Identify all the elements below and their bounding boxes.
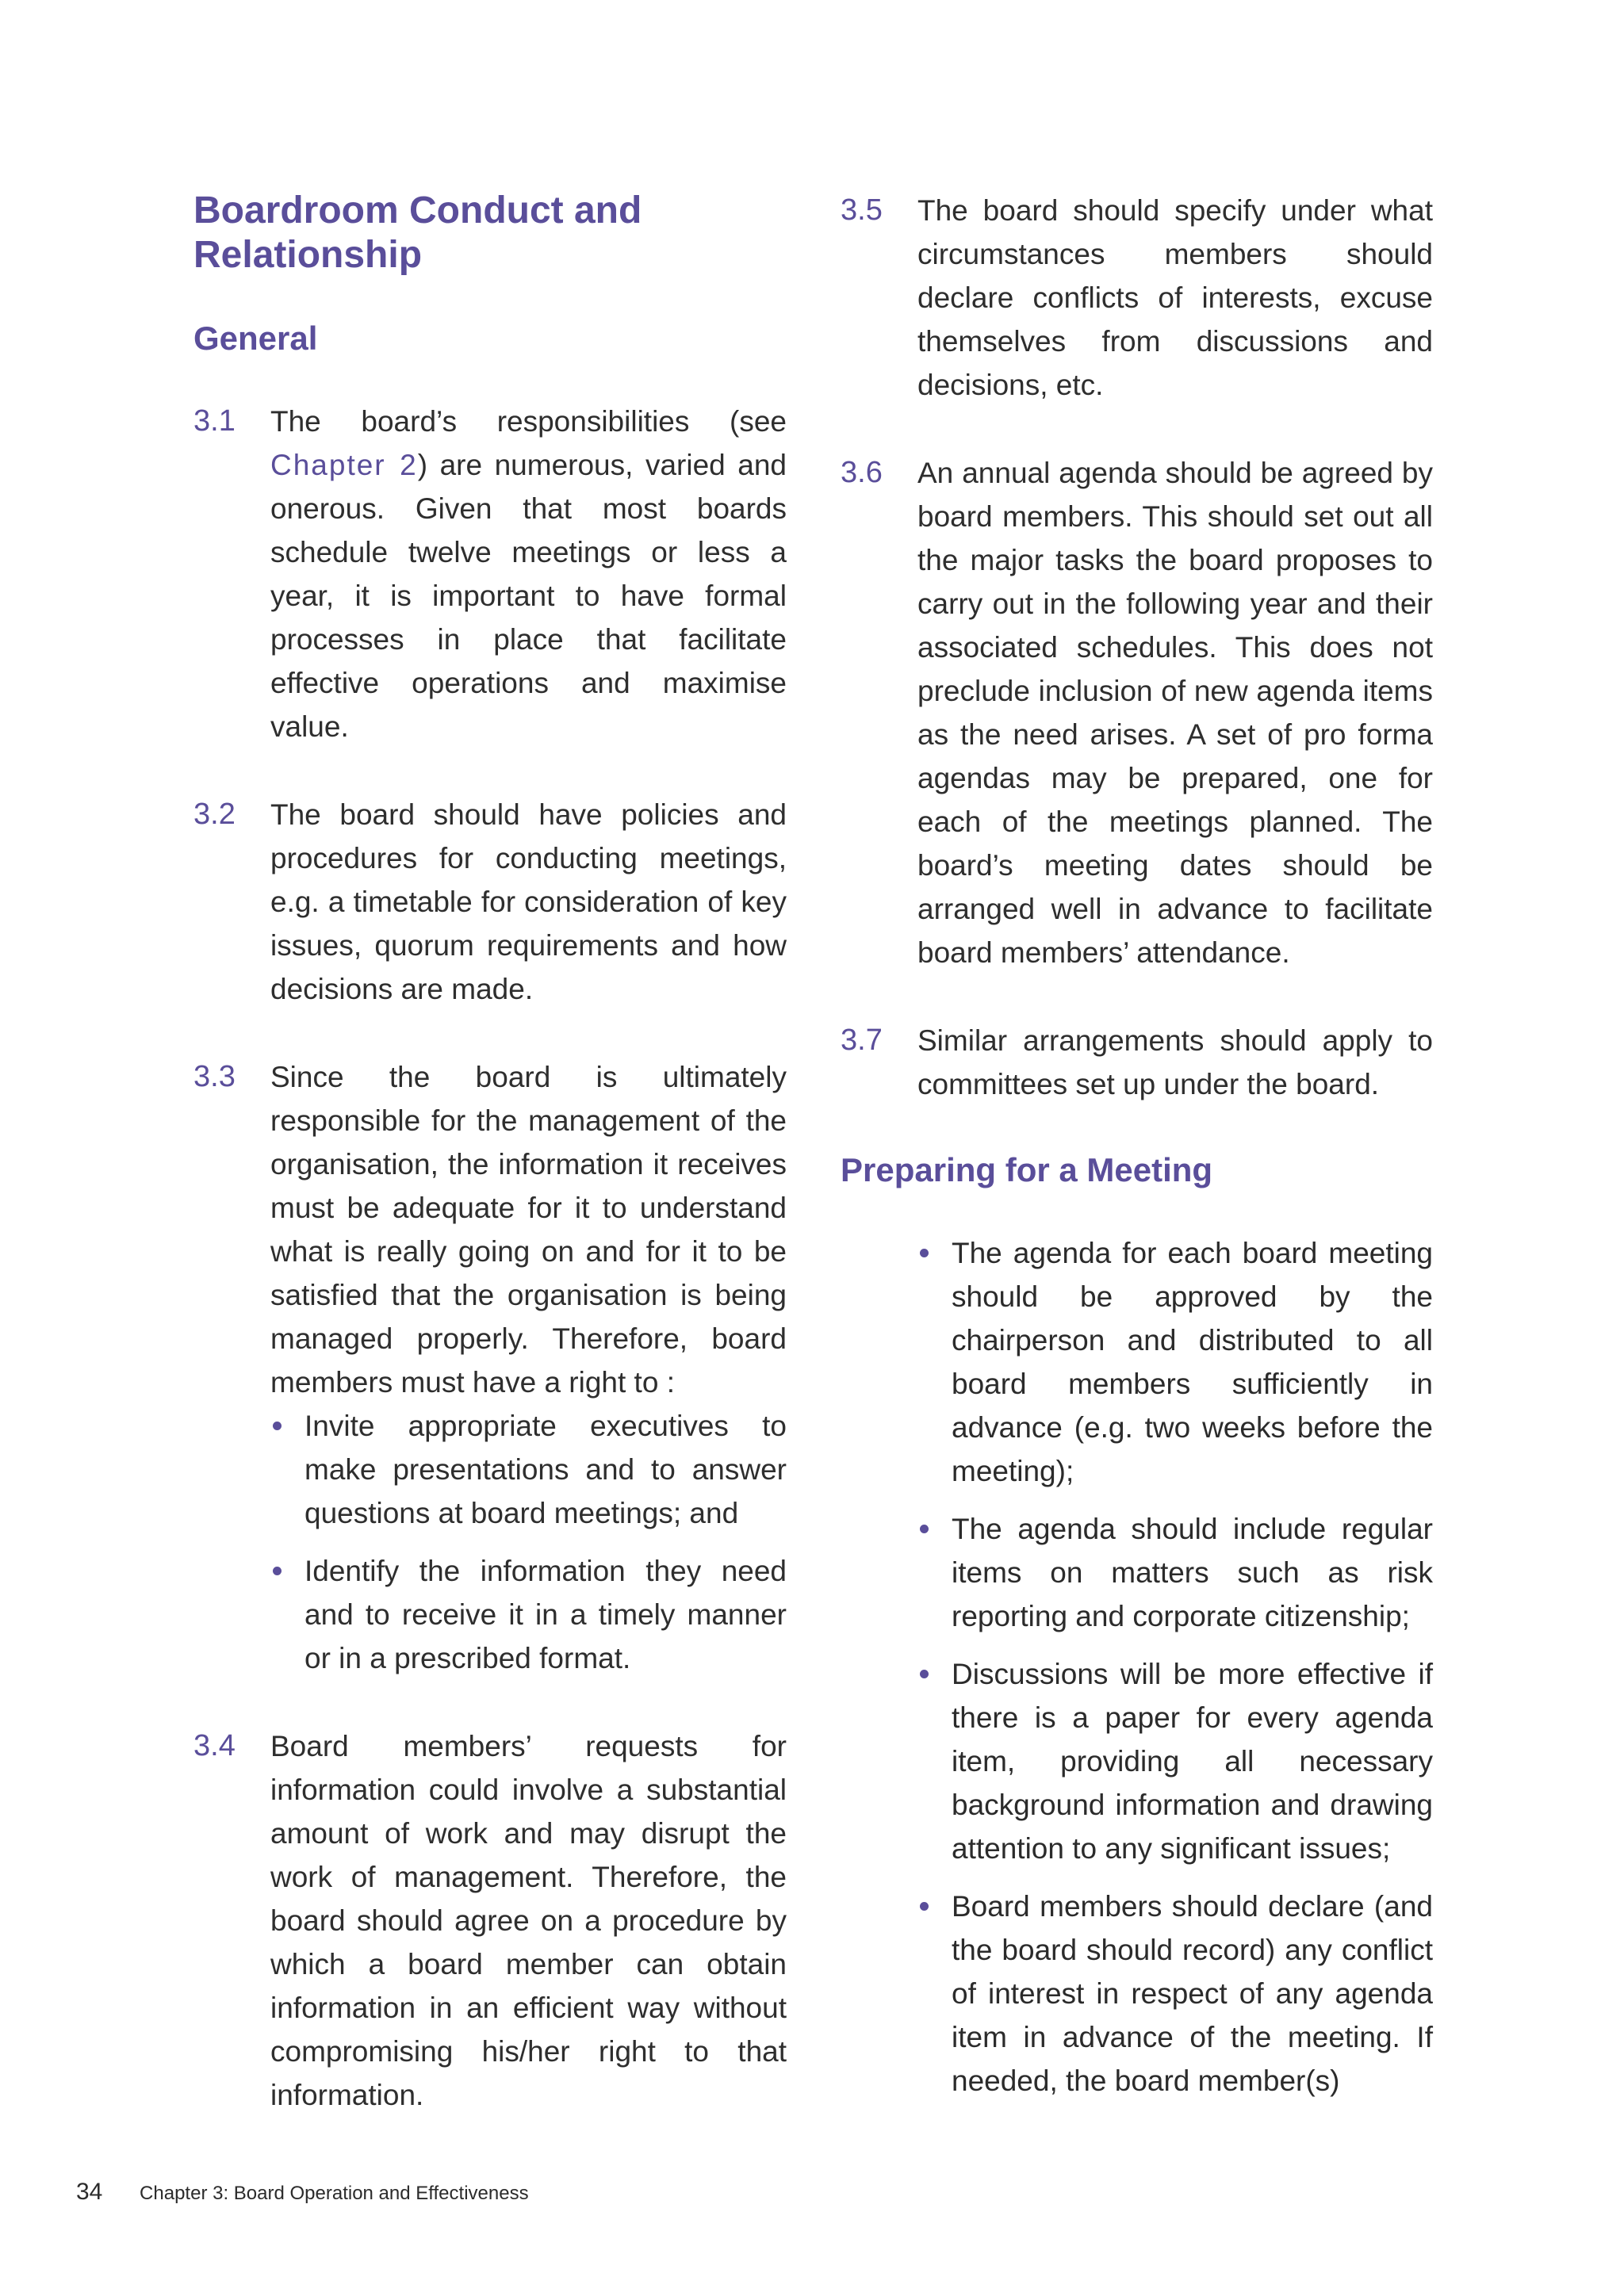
chapter-2-link[interactable]: Chapter 2 xyxy=(270,449,418,481)
list-item: The agenda for each board meeting should be approved by the chairperson and distributed to all board members sufficiently in advance (e.g. two weeks before the meeting); xyxy=(917,1231,1433,1493)
page-footer xyxy=(76,2179,529,2206)
paragraph-3-1 xyxy=(193,400,787,748)
paragraph-text-pre: The board’s responsibilities (see xyxy=(270,405,787,438)
paragraph-3-5 xyxy=(841,189,1433,407)
list-item: Identify the information they need and to receive it in a timely manner or in a prescribed format. xyxy=(270,1549,787,1680)
paragraph-text: Since the board is ultimately responsible for the management of the organisation, the information it receives must be adequate for it to understand what is really going on and for it to be satisfied that the organisation is being managed properly. Therefore, board members must have a right to : xyxy=(270,1061,787,1399)
bullet-icon xyxy=(920,1249,929,1257)
paragraph-text: An annual agenda should be agreed by board members. This should set out all the major tasks the board proposes to carry out in the following year and their associated schedules. This does not preclude inclusion of new agenda items as the need arises. A set of pro forma agendas may be prepared, one for each of the meetings planned. The board’s meeting dates should be arranged well in advance to facilitate board members’ attendance. xyxy=(917,457,1433,969)
bullet-icon xyxy=(920,1902,929,1911)
left-column xyxy=(193,189,787,2161)
paragraph-3-4 xyxy=(193,1724,787,2117)
paragraph-number: 3.1 xyxy=(193,404,236,438)
paragraph-number: 3.3 xyxy=(193,1060,236,1093)
meeting-prep-list xyxy=(841,1231,1433,2103)
preparing-heading: Preparing for a Meeting xyxy=(841,1151,1213,1188)
paragraph-3-2 xyxy=(193,793,787,1011)
paragraph-text: Board members’ requests for information could involve a substantial amount of work and may disrupt the work of management. Therefore, the board should agree on a procedure by which a board member can obtain information in an efficient way without compromising his/her right to that information. xyxy=(270,1730,787,2111)
list-item: Discussions will be more effective if there is a paper for every agenda item, providing all necessary background information and drawing attention to any significant issues; xyxy=(917,1652,1433,1870)
bullet-icon xyxy=(273,1422,282,1430)
paragraph-number: 3.5 xyxy=(841,193,883,227)
page-number: 34 xyxy=(76,2179,103,2205)
bullet-icon xyxy=(273,1567,282,1575)
paragraph-text: The board should have policies and procedures for conducting meetings, e.g. a timetable for consideration of key issues, quorum requirements and how decisions are made. xyxy=(270,798,787,1005)
paragraph-text-post: ) are numerous, varied and onerous. Given that most boards schedule twelve meetings or less a year, it is important to have formal processes in place that facilitate effective operations and maximise value. xyxy=(270,449,787,743)
footer-chapter: Chapter 3: Board Operation and Effectiveness xyxy=(140,2183,529,2204)
list-item: Board members should declare (and the board should record) any conflict of interest in respect of any agenda item in advance of the meeting. If needed, the board member(s) xyxy=(917,1885,1433,2103)
rights-list xyxy=(270,1404,787,1680)
paragraph-number: 3.7 xyxy=(841,1024,883,1057)
paragraph-3-3 xyxy=(193,1055,787,1680)
paragraph-3-6 xyxy=(841,451,1433,974)
paragraph-number: 3.6 xyxy=(841,456,883,489)
paragraph-number: 3.4 xyxy=(193,1729,236,1762)
list-item: Invite appropriate executives to make presentations and to answer questions at board meetings; and xyxy=(270,1404,787,1535)
right-column xyxy=(841,189,1433,2117)
section-title: Boardroom Conduct and Relationship xyxy=(193,189,642,276)
bullet-icon xyxy=(920,1525,929,1533)
paragraph-number: 3.2 xyxy=(193,798,236,831)
paragraph-text: The board should specify under what circumstances members should declare conflicts of interests, excuse themselves from discussions and decisions, etc. xyxy=(917,194,1433,401)
paragraph-3-7 xyxy=(841,1019,1433,1106)
paragraph-text: Similar arrangements should apply to committees set up under the board. xyxy=(917,1024,1433,1100)
list-item: The agenda should include regular items on matters such as risk reporting and corporate citizenship; xyxy=(917,1507,1433,1638)
general-heading: General xyxy=(193,320,318,357)
bullet-icon xyxy=(920,1670,929,1678)
